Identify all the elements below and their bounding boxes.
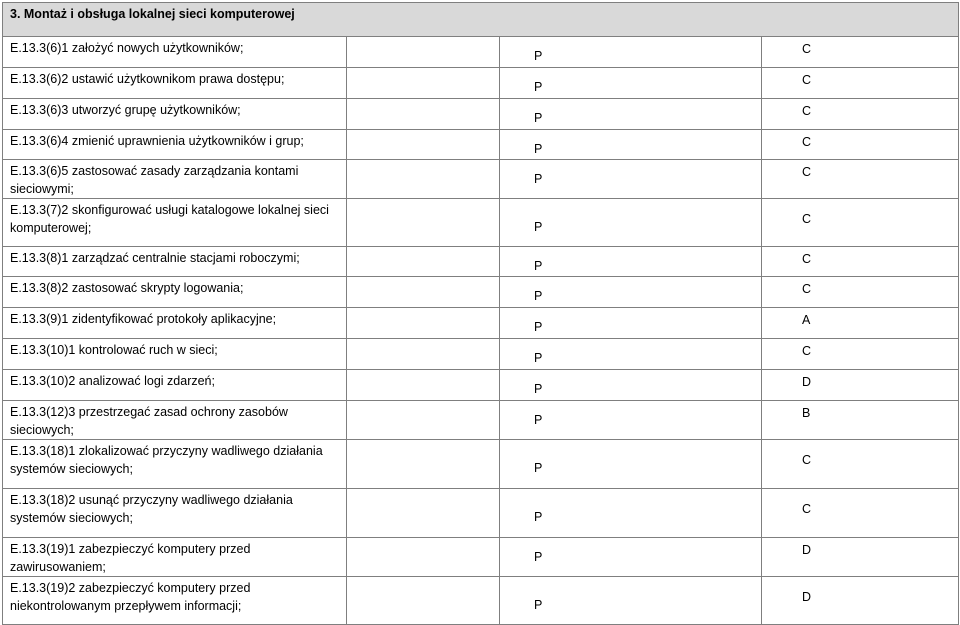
category-value: C <box>802 282 812 296</box>
category-value: C <box>802 252 812 266</box>
skill-text: E.13.3(12)3 przestrzegać zasad ochrony zasobów sieciowych; <box>3 401 347 440</box>
table-body <box>3 37 959 625</box>
category-cell <box>762 247 959 277</box>
category-cell <box>762 538 959 577</box>
code-value: P <box>534 80 543 94</box>
category-cell <box>762 489 959 538</box>
skill-text: E.13.3(6)4 zmienić uprawnienia użytkowników i grup; <box>3 130 347 160</box>
code-cell <box>500 538 762 577</box>
table-row <box>3 339 959 370</box>
table-row <box>3 37 959 68</box>
code-value: P <box>534 413 543 427</box>
code-cell <box>500 401 762 440</box>
skill-text: E.13.3(8)1 zarządzać centralnie stacjami roboczymi; <box>3 247 347 277</box>
skill-text: E.13.3(19)1 zabezpieczyć komputery przed zawirusowaniem; <box>3 538 347 577</box>
table-row <box>3 308 959 339</box>
curriculum-table <box>2 2 959 625</box>
category-value: D <box>802 543 812 557</box>
code-value: P <box>534 259 543 273</box>
category-value: C <box>802 135 812 149</box>
category-cell <box>762 160 959 199</box>
empty-cell <box>347 577 500 625</box>
empty-cell <box>347 37 500 68</box>
table-row <box>3 538 959 577</box>
code-cell <box>500 247 762 277</box>
skill-text: E.13.3(6)5 zastosować zasady zarządzania kontami sieciowymi; <box>3 160 347 199</box>
category-value: D <box>802 590 812 604</box>
code-value: P <box>534 351 543 365</box>
table-row <box>3 577 959 625</box>
code-cell <box>500 199 762 247</box>
category-cell <box>762 370 959 401</box>
skill-text: E.13.3(19)2 zabezpieczyć komputery przed niekontrolowanym przepływem informacji; <box>3 577 347 625</box>
empty-cell <box>347 489 500 538</box>
category-value: B <box>802 406 811 420</box>
code-value: P <box>534 172 543 186</box>
code-value: P <box>534 49 543 63</box>
code-value: P <box>534 111 543 125</box>
category-value: C <box>802 453 812 467</box>
code-cell <box>500 277 762 308</box>
section-header-row <box>3 3 959 37</box>
category-cell <box>762 577 959 625</box>
empty-cell <box>347 130 500 160</box>
code-value: P <box>534 320 543 334</box>
category-cell <box>762 68 959 99</box>
table-row <box>3 68 959 99</box>
skill-text: E.13.3(7)2 skonfigurować usługi katalogowe lokalnej sieci komputerowej; <box>3 199 347 247</box>
code-value: P <box>534 598 543 612</box>
table-row <box>3 199 959 247</box>
category-value: C <box>802 212 812 226</box>
code-cell <box>500 37 762 68</box>
skill-text: E.13.3(18)2 usunąć przyczyny wadliwego działania systemów sieciowych; <box>3 489 347 538</box>
empty-cell <box>347 401 500 440</box>
empty-cell <box>347 199 500 247</box>
category-value: C <box>802 73 812 87</box>
code-value: P <box>534 142 543 156</box>
code-value: P <box>534 461 543 475</box>
empty-cell <box>347 99 500 130</box>
table-row <box>3 247 959 277</box>
skill-text: E.13.3(6)2 ustawić użytkownikom prawa dostępu; <box>3 68 347 99</box>
code-cell <box>500 489 762 538</box>
category-cell <box>762 37 959 68</box>
category-cell <box>762 277 959 308</box>
empty-cell <box>347 160 500 199</box>
code-cell <box>500 308 762 339</box>
skill-text: E.13.3(6)3 utworzyć grupę użytkowników; <box>3 99 347 130</box>
category-value: A <box>802 313 811 327</box>
table-row <box>3 401 959 440</box>
skill-text: E.13.3(18)1 zlokalizować przyczyny wadliwego działania systemów sieciowych; <box>3 440 347 489</box>
code-cell <box>500 370 762 401</box>
category-value: C <box>802 165 812 179</box>
table-row <box>3 130 959 160</box>
code-value: P <box>534 550 543 564</box>
empty-cell <box>347 308 500 339</box>
category-value: C <box>802 344 812 358</box>
code-value: P <box>534 220 543 234</box>
code-cell <box>500 130 762 160</box>
category-cell <box>762 99 959 130</box>
category-value: C <box>802 104 812 118</box>
empty-cell <box>347 440 500 489</box>
empty-cell <box>347 538 500 577</box>
table-row <box>3 160 959 199</box>
category-cell <box>762 339 959 370</box>
code-cell <box>500 160 762 199</box>
skill-text: E.13.3(10)1 kontrolować ruch w sieci; <box>3 339 347 370</box>
code-cell <box>500 440 762 489</box>
empty-cell <box>347 339 500 370</box>
empty-cell <box>347 277 500 308</box>
code-value: P <box>534 382 543 396</box>
code-cell <box>500 577 762 625</box>
category-value: C <box>802 502 812 516</box>
category-cell <box>762 401 959 440</box>
table-row <box>3 99 959 130</box>
category-value: D <box>802 375 812 389</box>
skill-text: E.13.3(10)2 analizować logi zdarzeń; <box>3 370 347 401</box>
code-cell <box>500 68 762 99</box>
section-title: 3. Montaż i obsługa lokalnej sieci komputerowej <box>3 3 959 37</box>
table-row <box>3 277 959 308</box>
code-cell <box>500 339 762 370</box>
category-cell <box>762 199 959 247</box>
category-cell <box>762 308 959 339</box>
skill-text: E.13.3(8)2 zastosować skrypty logowania; <box>3 277 347 308</box>
category-cell <box>762 440 959 489</box>
table-row <box>3 370 959 401</box>
empty-cell <box>347 247 500 277</box>
category-cell <box>762 130 959 160</box>
code-value: P <box>534 289 543 303</box>
skill-text: E.13.3(9)1 zidentyfikować protokoły aplikacyjne; <box>3 308 347 339</box>
category-value: C <box>802 42 812 56</box>
code-cell <box>500 99 762 130</box>
empty-cell <box>347 370 500 401</box>
table-row <box>3 489 959 538</box>
empty-cell <box>347 68 500 99</box>
skill-text: E.13.3(6)1 założyć nowych użytkowników; <box>3 37 347 68</box>
table-row <box>3 440 959 489</box>
code-value: P <box>534 510 543 524</box>
